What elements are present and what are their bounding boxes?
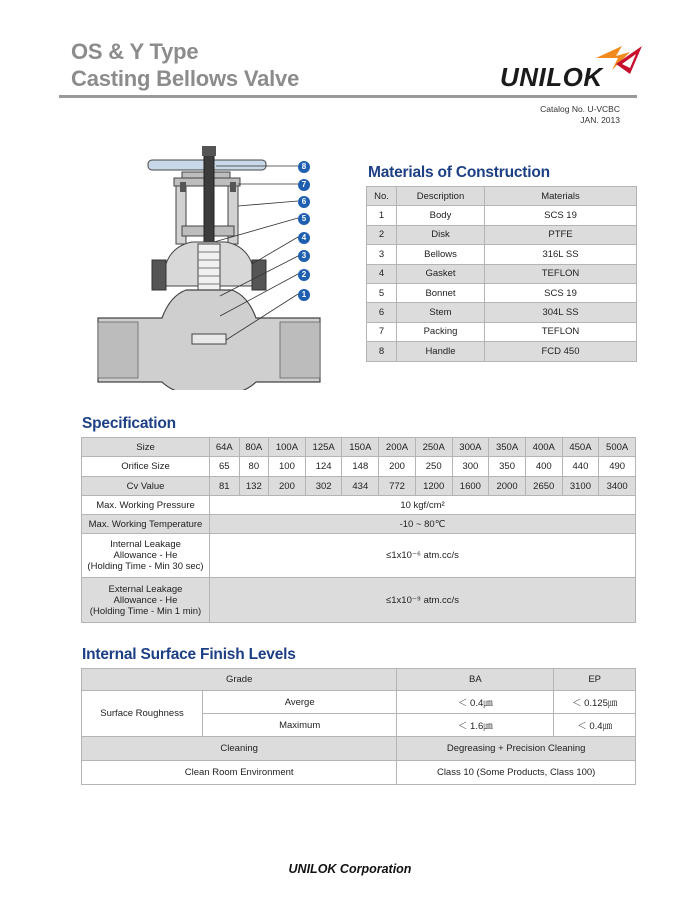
internal-leak-value: ≤1x10⁻⁶ atm.cc/s xyxy=(210,534,636,578)
table-row xyxy=(367,206,637,225)
valve-cutaway-diagram xyxy=(92,146,324,390)
callout-6: 6 xyxy=(298,196,310,208)
table-row xyxy=(367,264,637,283)
cell: 434 xyxy=(342,477,379,496)
cell: 350A xyxy=(489,438,526,457)
cell: 64A xyxy=(210,438,240,457)
pressure-row xyxy=(82,496,636,515)
cell: 148 xyxy=(342,457,379,477)
size-label: Size xyxy=(82,438,210,457)
internal-leak-row xyxy=(82,534,636,578)
cell: Body xyxy=(397,206,485,225)
cell: 200A xyxy=(379,438,416,457)
catalog-date: JAN. 2013 xyxy=(580,115,620,125)
header-divider xyxy=(59,95,637,98)
cv-row xyxy=(82,477,636,496)
cell: 7 xyxy=(367,322,397,341)
cell: 304L SS xyxy=(485,303,637,322)
pressure-value: 10 kgf/cm² xyxy=(210,496,636,515)
callout-3: 3 xyxy=(298,250,310,262)
cell: FCD 450 xyxy=(485,342,637,361)
cell: Stem xyxy=(397,303,485,322)
materials-title: Materials of Construction xyxy=(368,164,550,181)
cell: SCS 19 xyxy=(485,206,637,225)
cell: 500A xyxy=(599,438,636,457)
grade-label: Grade xyxy=(82,669,397,691)
cell: 81 xyxy=(210,477,240,496)
cell: Gasket xyxy=(397,264,485,283)
specification-title: Specification xyxy=(82,415,176,432)
cell: 6 xyxy=(367,303,397,322)
cell: 200 xyxy=(269,477,306,496)
cell: 5 xyxy=(367,283,397,302)
label-line: External Leakage xyxy=(108,583,183,595)
cell: Disk xyxy=(397,225,485,244)
maximum-ep: ＜ 0.4㎛ xyxy=(554,714,636,737)
callout-2: 2 xyxy=(298,269,310,281)
cell: 490 xyxy=(599,457,636,477)
internal-leak-label xyxy=(82,534,210,578)
cell: Bonnet xyxy=(397,283,485,302)
title-line-1: OS & Y Type xyxy=(71,39,199,64)
cell: PTFE xyxy=(485,225,637,244)
orifice-row xyxy=(82,457,636,477)
cell: 2000 xyxy=(489,477,526,496)
cell: TEFLON xyxy=(485,264,637,283)
cell: Handle xyxy=(397,342,485,361)
cell: 100 xyxy=(269,457,306,477)
cleanroom-value: Class 10 (Some Products, Class 100) xyxy=(397,761,636,785)
header-cell: Materials xyxy=(485,187,637,206)
cell: 2650 xyxy=(525,477,562,496)
ep-label: EP xyxy=(554,669,636,691)
surface-finish-title: Internal Surface Finish Levels xyxy=(82,646,296,663)
cell: 124 xyxy=(305,457,342,477)
cleanroom-row xyxy=(82,761,636,785)
label-line: (Holding Time - Min 30 sec) xyxy=(87,561,204,572)
cell: SCS 19 xyxy=(485,283,637,302)
cell: 80A xyxy=(239,438,269,457)
cleaning-value: Degreasing + Precision Cleaning xyxy=(397,737,636,761)
footer-company: UNILOK Corporation xyxy=(288,862,412,876)
cell: 316L SS xyxy=(485,245,637,264)
cell: 1600 xyxy=(452,477,489,496)
table-row xyxy=(367,303,637,322)
catalog-info xyxy=(540,104,620,126)
cell: 132 xyxy=(239,477,269,496)
cleanroom-label: Clean Room Environment xyxy=(82,761,397,785)
header-cell: Description xyxy=(397,187,485,206)
cell: 65 xyxy=(210,457,240,477)
cell: Packing xyxy=(397,322,485,341)
label-line: Allowance - He xyxy=(113,550,178,561)
cell: 100A xyxy=(269,438,306,457)
cell: 400A xyxy=(525,438,562,457)
label-line: Allowance - He xyxy=(113,594,178,606)
external-leak-row xyxy=(82,578,636,623)
surface-finish-table xyxy=(81,668,636,785)
logo-wordmark: UNILOK xyxy=(500,62,603,92)
cell: 8 xyxy=(367,342,397,361)
cell: Bellows xyxy=(397,245,485,264)
table-row xyxy=(367,342,637,361)
cell: 350 xyxy=(489,457,526,477)
header-cell: No. xyxy=(367,187,397,206)
cell: 440 xyxy=(562,457,599,477)
cell: 1200 xyxy=(415,477,452,496)
roughness-label: Surface Roughness xyxy=(82,691,203,737)
external-leak-value: ≤1x10⁻⁹ atm.cc/s xyxy=(210,578,636,623)
cell: 125A xyxy=(305,438,342,457)
cell: 3 xyxy=(367,245,397,264)
average-label: Averge xyxy=(203,691,397,714)
title-line-2: Casting Bellows Valve xyxy=(71,66,300,91)
maximum-label: Maximum xyxy=(203,714,397,737)
callout-5: 5 xyxy=(298,213,310,225)
cell: 200 xyxy=(379,457,416,477)
cell: 400 xyxy=(525,457,562,477)
cell: 80 xyxy=(239,457,269,477)
cell: 4 xyxy=(367,264,397,283)
cv-label: Cv Value xyxy=(82,477,210,496)
pressure-label: Max. Working Pressure xyxy=(82,496,210,515)
table-row xyxy=(367,225,637,244)
table-row xyxy=(367,245,637,264)
cell: 302 xyxy=(305,477,342,496)
cell: TEFLON xyxy=(485,322,637,341)
average-ep: ＜ 0.125㎛ xyxy=(554,691,636,714)
cleaning-label: Cleaning xyxy=(82,737,397,761)
average-row xyxy=(82,691,636,714)
unilok-logo xyxy=(500,38,650,94)
table-header-row xyxy=(367,187,637,206)
temperature-value: -10 ~ 80℃ xyxy=(210,515,636,534)
cell: 772 xyxy=(379,477,416,496)
sizes-row xyxy=(82,438,636,457)
table-row xyxy=(367,322,637,341)
callout-1: 1 xyxy=(298,289,310,301)
callout-7: 7 xyxy=(298,179,310,191)
cleaning-row xyxy=(82,737,636,761)
label-line: Internal Leakage xyxy=(110,539,181,550)
cell: 250 xyxy=(415,457,452,477)
label-line: (Holding Time - Min 1 min) xyxy=(89,605,202,617)
orifice-label: Orifice Size xyxy=(82,457,210,477)
temperature-label: Max. Working Temperature xyxy=(82,515,210,534)
cell: 450A xyxy=(562,438,599,457)
table-row xyxy=(367,283,637,302)
external-leak-label xyxy=(82,578,210,623)
materials-table xyxy=(366,186,637,362)
catalog-number: Catalog No. U-VCBC xyxy=(540,104,620,114)
average-ba: ＜ 0.4㎛ xyxy=(397,691,554,714)
document-title xyxy=(71,38,299,92)
callout-4: 4 xyxy=(298,232,310,244)
temperature-row xyxy=(82,515,636,534)
cell: 300 xyxy=(452,457,489,477)
cell: 300A xyxy=(452,438,489,457)
cell: 2 xyxy=(367,225,397,244)
cell: 250A xyxy=(415,438,452,457)
cell: 3400 xyxy=(599,477,636,496)
grade-row xyxy=(82,669,636,691)
callout-8: 8 xyxy=(298,161,310,173)
maximum-ba: ＜ 1.6㎛ xyxy=(397,714,554,737)
cell: 1 xyxy=(367,206,397,225)
cell: 150A xyxy=(342,438,379,457)
ba-label: BA xyxy=(397,669,554,691)
cell: 3100 xyxy=(562,477,599,496)
specification-table xyxy=(81,437,636,623)
